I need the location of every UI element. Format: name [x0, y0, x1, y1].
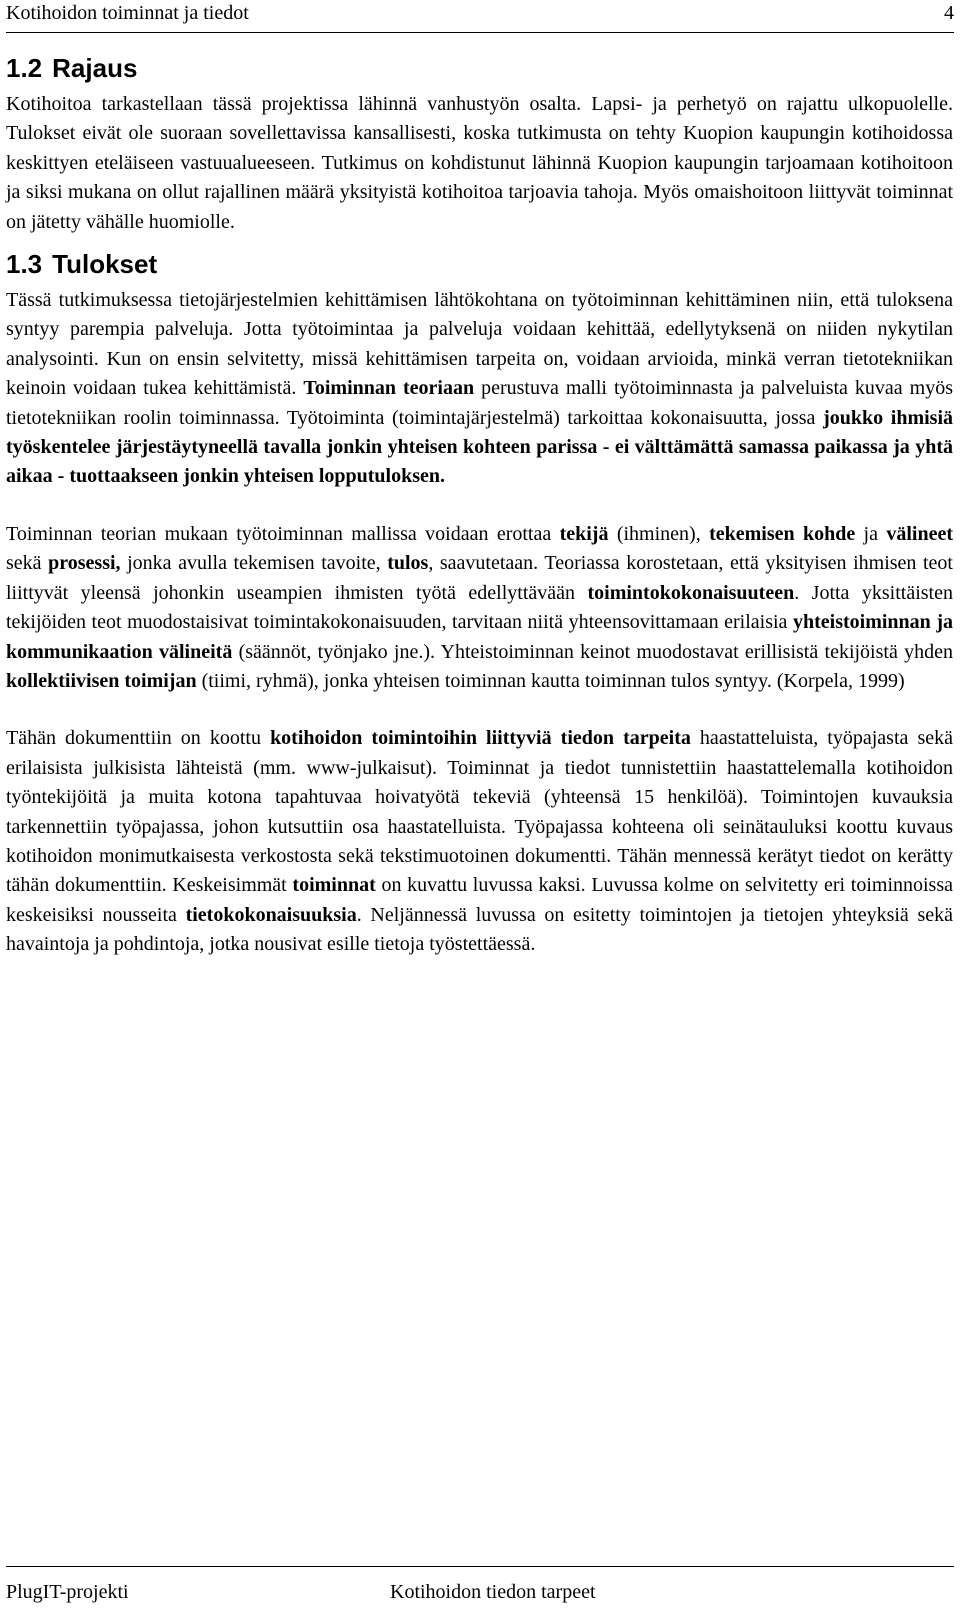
body-text: Tähän dokumenttiin on koottu	[6, 727, 271, 750]
body-text: , saavutetaan. Teoriassa korostetaan, että yksityisen ihmisen teot liittyvät yleensä johonkin useampien ihmisten työtä edellyttävään	[6, 552, 953, 604]
emphasized-text: toimintokokonaisuuteen	[587, 581, 795, 604]
emphasized-text: Toiminnan teoriaan	[303, 377, 475, 400]
body-text: Toiminnan teorian mukaan työtoiminnan mallissa voidaan erottaa	[6, 522, 560, 545]
body-text: ja	[855, 522, 887, 545]
footer-project-name: PlugIT-projekti	[6, 1581, 129, 1603]
footer-document-title: Kotihoidon tiedon tarpeet	[390, 1581, 596, 1603]
page-content	[6, 46, 953, 960]
emphasized-text: tekijä	[559, 522, 609, 545]
body-text: on kuvattu luvussa kaksi. Luvussa kolme on selvitetty eri toiminnoissa keskeisiksi nousseita	[6, 874, 953, 926]
emphasized-text: toiminnat	[292, 874, 376, 897]
paragraph-rajaus	[6, 90, 953, 237]
body-text: haastatteluista, työpajasta sekä erilaisista julkisista lähteistä (mm. www-julkaisut). Toiminnat ja tiedot tunnistettiin haastattelemalla kotihoidon työntekijöitä ja muita kotona tapahtuvaa hoivatyötä tekeviä (yhteensä 15 henkilöä). Toimintojen kuvauksia tarkennettiin työpajassa, johon kutsuttiin osa haastatelluista. Työpajassa kohteena oli seinätauluksi koottu kuvaus kotihoidon monimutkaisesta verkostosta sekä tekstimuotoinen dokumentti. Tähän mennessä kerätyt tiedot on kerätty tähän dokumenttiin. Keskeisimmät	[6, 727, 954, 897]
emphasized-text: kollektiivisen toimijan	[6, 669, 197, 692]
section-number: 1.2	[6, 53, 43, 83]
section-title: Rajaus	[52, 53, 138, 83]
body-text: (ihminen),	[608, 522, 710, 545]
paragraph-tutkimus	[6, 286, 953, 492]
running-title: Kotihoidon toiminnat ja tiedot	[6, 2, 249, 24]
body-text: . Neljännessä luvussa on esitetty toimintojen ja tietojen yhteyksiä sekä havaintoja ja pohdintoja, jotka nousivat esille tietoja työstettäessä.	[6, 903, 953, 956]
paragraph-dokumentti	[6, 724, 953, 959]
body-text: . Jotta yksittäisten tekijöiden teot muodostaisivat toimintakokonaisuuden, tarvitaan niitä yhteensovittamaan erilaisia	[6, 581, 953, 634]
emphasized-text: prosessi,	[48, 552, 121, 575]
emphasized-text: joukko ihmisiä työskentelee järjestäytyneellä tavalla jonkin yhteisen kohteen parissa - ei välttämättä samassa paikassa ja yhtä aikaa - tuottaakseen jonkin yhteisen lopputuloksen.	[6, 406, 953, 488]
body-text: (säännöt, työnjako jne.). Yhteistoiminnan keinot muodostavat erillisistä tekijöistä yhden	[232, 640, 953, 663]
emphasized-text: tulos	[387, 552, 429, 575]
body-text: jonka avulla tekemisen tavoite,	[120, 552, 388, 575]
section-number: 1.3	[6, 249, 43, 280]
emphasized-text: kotihoidon toimintoihin liittyviä tiedon tarpeita	[270, 727, 691, 750]
page-footer	[6, 1566, 954, 1607]
page-header	[6, 0, 954, 33]
emphasized-text: tietokokonaisuuksia	[185, 903, 357, 926]
page-number: 4	[944, 2, 954, 24]
paragraph-toiminnan-teoria	[6, 520, 953, 696]
section-title: Tulokset	[52, 249, 158, 280]
section-heading-rajaus	[6, 50, 953, 86]
emphasized-text: välineet	[886, 522, 953, 545]
body-text: sekä	[6, 552, 49, 575]
body-text: (tiimi, ryhmä), jonka yhteisen toiminnan kautta toiminnan tulos syntyy. (Korpela, 1999)	[196, 669, 905, 692]
body-text: Tässä tutkimuksessa tietojärjestelmien kehittämisen lähtökohtana on työtoiminnan kehittäminen niin, että tuloksena syntyy parempia palveluja. Jotta työtoimintaa ja palveluja voidaan kehittää, edellytyksenä on niiden nykytilan analysointi. Kun on ensin selvitetty, missä kehittämisen tarpeita on, voidaan arvioida, minkä verran tietotekniikan keinoin voidaan tukea kehittämistä.	[6, 289, 953, 400]
emphasized-text: tekemisen kohde	[709, 522, 856, 545]
body-text: Kotihoitoa tarkastellaan tässä projektissa lähinnä vanhustyön osalta. Lapsi- ja perhetyö on rajattu ulkopuolelle. Tulokset eivät ole suoraan sovellettavissa kansallisesti, koska tutkimusta on tehty Kuopion kaupungin kotihoidossa keskittyen eteläiseen vastuualueeseen. Tutkimus on kohdistunut lähinnä Kuopion kaupungin tarjoamaan kotihoitoon ja siksi mukana on ollut rajallinen määrä yksityistä kotihoitoa tarjoavia tahoja. Myös omaishoitoon liittyvät toiminnat on jätetty vähälle huomiolle.	[6, 93, 953, 233]
body-text: perustuva malli työtoiminnasta ja palveluista kuvaa myös tietotekniikan roolin toiminnassa. Työtoiminta (toimintajärjestelmä) tarkoittaa kokonaisuutta, jossa	[6, 377, 953, 429]
section-heading-tulokset	[6, 246, 953, 282]
emphasized-text: yhteistoiminnan ja kommunikaation välineitä	[6, 611, 953, 663]
